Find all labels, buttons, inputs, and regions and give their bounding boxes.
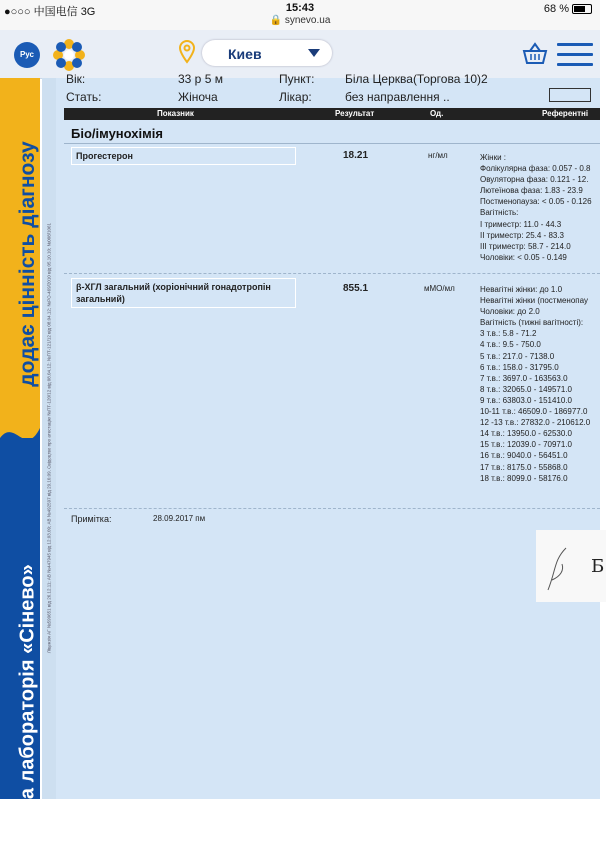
ref-line: Чоловіки: < 0.05 - 0.149 — [480, 252, 567, 262]
chevron-down-icon — [308, 49, 320, 57]
barcode-box — [549, 88, 591, 102]
doctor-value: без направлення .. — [345, 90, 450, 104]
note-label: Примітка: — [71, 514, 112, 524]
col-result-header: Результат — [335, 109, 375, 118]
ref-line: II триместр: 25.4 - 83.3 — [480, 230, 565, 240]
signature-letter: Б — [591, 556, 605, 577]
table-header — [64, 108, 600, 120]
ref-line: 10-11 т.в.: 46509.0 - 186977.0 — [480, 407, 588, 417]
point-label-cut: Пункт: — [279, 72, 315, 86]
city-selector[interactable] — [178, 38, 334, 68]
ref-line: Вагітність (тижні вагітності): — [480, 318, 584, 328]
ref-line: 14 т.в.: 13950.0 - 62530.0 — [480, 429, 572, 439]
col-name-header: Показник — [157, 109, 194, 118]
ref-line: Фолікулярна фаза: 0.057 - 0.8 — [480, 164, 591, 174]
point-value-cut: Біла Церква(Торгова 10)2 — [345, 72, 488, 86]
battery-indicator — [544, 3, 592, 15]
section-title: Біо/імунохімія — [71, 126, 163, 141]
ref-line: 15 т.в.: 12039.0 - 70971.0 — [480, 440, 572, 450]
test-name-progesterone: Прогестерон — [71, 147, 296, 165]
url-bar[interactable] — [0, 15, 600, 26]
language-button[interactable]: Рус — [14, 42, 40, 68]
battery-percent: 68 % — [543, 3, 569, 15]
test-ref-hcg — [480, 284, 590, 484]
ref-line: 12 -13 т.в.: 27832.0 - 210612.0 — [480, 418, 591, 428]
license-strip — [42, 78, 56, 799]
ios-status-bar — [0, 0, 600, 30]
cart-icon[interactable] — [522, 42, 548, 66]
test-ref-progesterone — [480, 152, 592, 263]
license-text: Ліцензія АГ №599651 від 26.12.11; АВ №447945 від 12.03.09; АВ №492597 від 29.10.09. Свідоцтво про атестацію №ПТ-120/12 від 08.04.12; №ПТ-121/12 від 08.04.12; №РО-469/2010 від 05.10.10; №008/1061 — [46, 222, 52, 654]
banner-lab-name: дична лабораторія «Сінево» — [16, 564, 39, 848]
banner-slogan: додає цінність діагнозу — [16, 141, 39, 387]
age-label-cut: Вік: — [66, 72, 86, 86]
ref-line: I триместр: 11.0 - 44.3 — [480, 219, 562, 229]
location-pin-icon — [178, 40, 196, 64]
ref-line: 18 т.в.: 8099.0 - 58176.0 — [480, 473, 568, 483]
age-value-cut: 33 р 5 м — [178, 72, 223, 86]
ref-line: 17 т.в.: 8175.0 - 55868.0 — [480, 462, 568, 472]
ref-line: Невагітні жінки (постменопау — [480, 296, 588, 306]
sex-value: Жіноча — [178, 90, 218, 104]
ref-line: 6 т.в.: 158.0 - 31795.0 — [480, 362, 559, 372]
ref-line: Лютеїнова фаза: 1.83 - 23.9 — [480, 186, 583, 196]
test-name-hcg: β-ХГЛ загальний (хоріонічний гонадотропін загальний) — [71, 278, 296, 308]
ref-line: 7 т.в.: 3697.0 - 163563.0 — [480, 373, 568, 383]
ref-line: Жінки : — [480, 153, 506, 162]
ref-line: Невагітні жінки: до 1.0 — [480, 285, 563, 294]
synevo-logo-icon[interactable] — [52, 38, 86, 72]
city-dropdown[interactable] — [202, 40, 332, 66]
col-ref-header: Референтні — [542, 109, 589, 118]
ref-line: Постменопауза: < 0.05 - 0.126 — [480, 197, 592, 207]
test-unit-hcg: мМО/мл — [424, 284, 455, 293]
url-text: synevo.ua — [284, 15, 331, 26]
ref-line: 16 т.в.: 9040.0 - 56451.0 — [480, 451, 568, 461]
ref-line: Овуляторна фаза: 0.121 - 12. — [480, 175, 589, 185]
carrier-signal: ●○○○ 中国电信 3G — [4, 6, 96, 18]
test-result-hcg: 855.1 — [343, 283, 369, 294]
clock: 15:43 — [285, 2, 315, 14]
city-name: Киев — [228, 46, 262, 62]
side-banner — [0, 78, 40, 848]
test-result-progesterone: 18.21 — [343, 150, 369, 161]
ref-line: 8 т.в.: 32065.0 - 149571.0 — [480, 384, 572, 394]
note-date: 28.09.2017 пм — [153, 514, 206, 523]
ref-line: 5 т.в.: 217.0 - 7138.0 — [480, 351, 555, 361]
ref-line: 9 т.в.: 63803.0 - 151410.0 — [480, 395, 572, 405]
test-unit-progesterone: нг/мл — [428, 151, 448, 160]
battery-icon — [572, 4, 592, 14]
sex-label: Стать: — [66, 90, 102, 104]
hamburger-menu-icon[interactable] — [557, 43, 593, 67]
lock-icon: 🔒 — [269, 15, 283, 26]
ref-line: 3 т.в.: 5.8 - 71.2 — [480, 329, 537, 339]
row-divider — [64, 508, 600, 509]
ref-line: III триместр: 58.7 - 214.0 — [480, 241, 571, 251]
ref-line: 4 т.в.: 9.5 - 750.0 — [480, 340, 541, 350]
row-divider — [64, 273, 600, 274]
col-unit-header: Од. — [430, 109, 444, 118]
section-divider — [64, 143, 600, 144]
lab-result-document[interactable] — [56, 72, 605, 799]
ref-line: Вагітність: — [480, 208, 519, 218]
ref-line: Чоловіки: до 2.0 — [480, 307, 540, 317]
doctor-label: Лікар: — [279, 90, 312, 104]
